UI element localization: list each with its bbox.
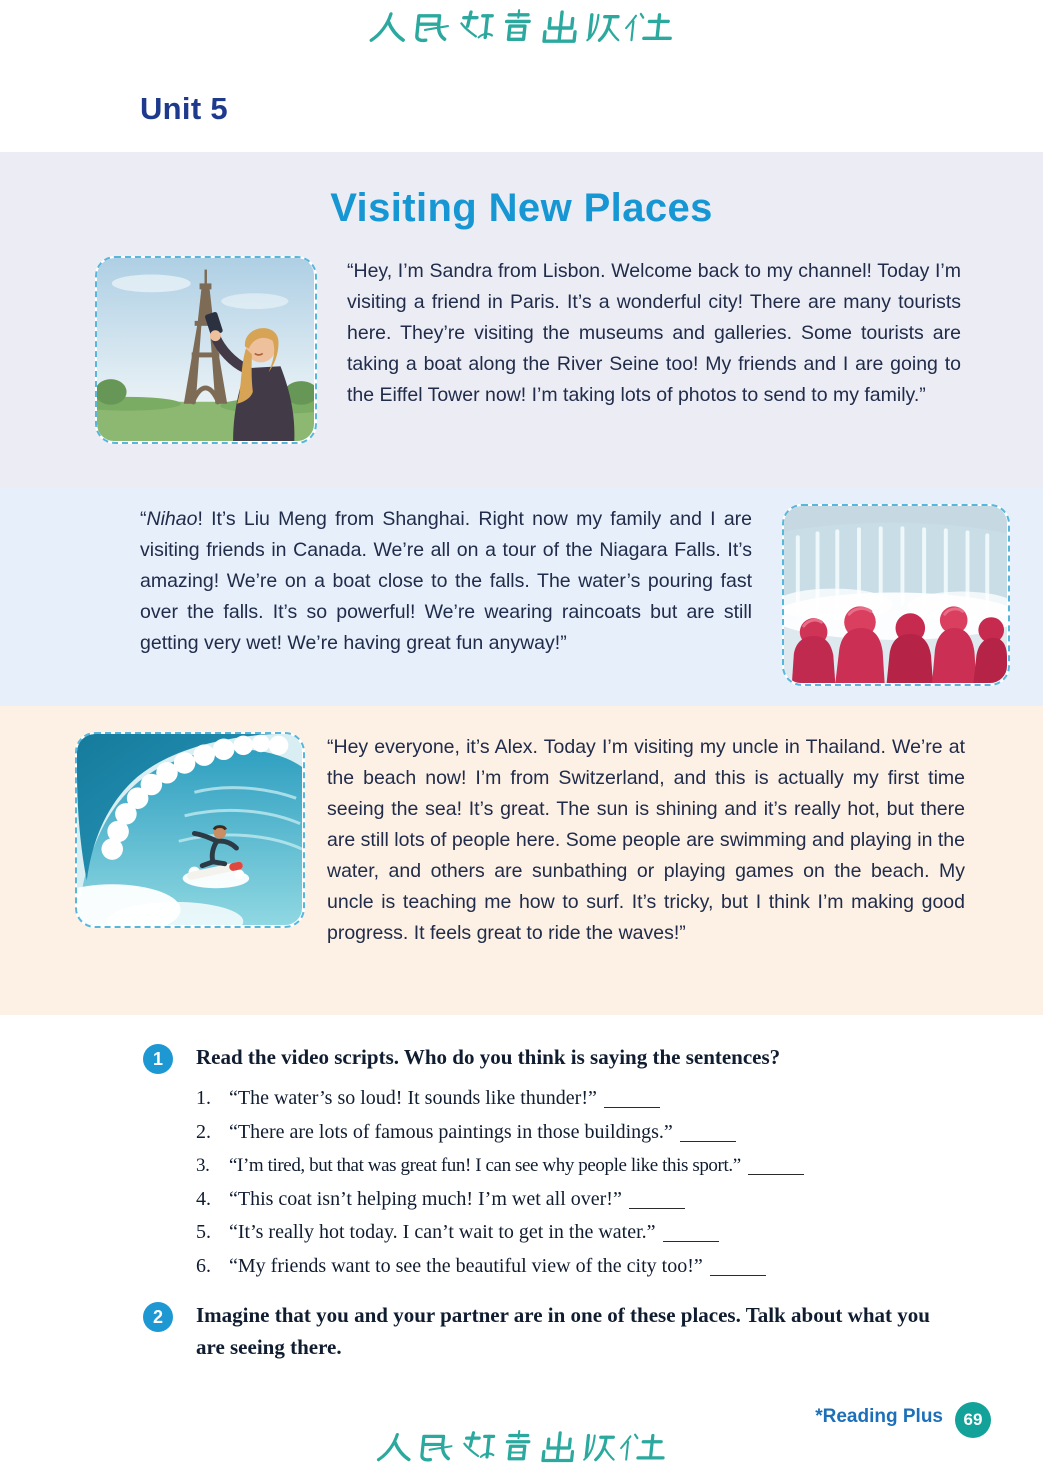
exercise-1-items [196,1082,973,1283]
script-panel-liu-meng [0,488,1043,706]
reading-plus-label: *Reading Plus [815,1406,943,1427]
item-text: “It’s really hot today. I can’t wait to get in the water.” [229,1221,656,1243]
exercise-item-3 [196,1149,973,1183]
exercise-item-2 [196,1116,973,1150]
answer-blank [663,1228,719,1242]
item-text: “My friends want to see the beautiful view of the city too!” [229,1254,703,1277]
publisher-logo-icon [367,9,677,47]
publisher-logo-icon [374,1430,669,1466]
item-text: “There are lots of famous paintings in those buildings.” [229,1120,673,1143]
page-title: Visiting New Places [330,186,713,230]
exercise-item-6 [196,1250,973,1284]
answer-blank [680,1128,736,1142]
answer-blank [710,1262,766,1276]
exercise-1-header [143,1041,973,1074]
exercise-item-5 [196,1216,973,1250]
item-text: “This coat isn’t helping much! I’m wet all over!” [229,1187,622,1210]
sandra-script-text: “Hey, I’m Sandra from Lisbon. Welcome back to my channel! Today I’m visiting a friend in Paris. It’s a wonderful city! There are many tourists here. They’re visiting the museums and galleries. Some tourists are taking a boat along the River Seine too! My friends and I are going to the Eiffel Tower now! I’m taking lots of photos to send to my family.” [347,260,961,406]
item-number: 2. [196,1120,211,1143]
niagara-falls-raincoats-photo [782,504,1010,686]
liu-meng-script-text: “Nihao! It’s Liu Meng from Shanghai. Right now my family and I are visiting friends in Canada. We’re all on a tour of the Niagara Falls. It’s amazing! We’re on a boat close to the falls. The water’s pouring fast over the falls. It’s so powerful! We’re wearing raincoats but are still getting very wet! We’re having great fun anyway!” [140,508,752,654]
exercise-2-number-badge: 2 [143,1302,173,1332]
item-text: “The water’s so loud! It sounds like thunder!” [229,1087,597,1109]
exercise-1-number-badge: 1 [143,1044,173,1074]
answer-blank [629,1195,685,1209]
nihao-italic: Nihao [146,508,198,530]
answer-blank [604,1094,660,1108]
script-panel-alex [0,706,1043,1015]
bottom-banner [374,1430,669,1466]
item-number: 6. [196,1254,211,1277]
page-number-badge: 69 [955,1402,991,1438]
eiffel-tower-selfie-photo [95,256,317,444]
exercise-1-prompt: Read the video scripts. Who do you think is saying the sentences? [196,1045,781,1069]
surfer-wave-photo [75,732,305,928]
item-number: 5. [196,1221,211,1243]
alex-script-text: “Hey everyone, it’s Alex. Today I’m visiting my uncle in Thailand. We’re at the beach now! I’m from Switzerland, and this is actually my first time seeing the sea! It’s great. The sun is shining and it’s really hot, but there are still lots of people here. Some people are swimming and playing in the water, and others are sunbathing or playing games on the beach. My uncle is teaching me how to surf. It’s tricky, but I think I’m making good progress. It feels great to ride the waves!” [327,736,965,944]
item-number: 3. [196,1155,210,1176]
item-text: “I’m tired, but that was great fun! I can see why people like this sport.” [229,1155,741,1176]
item-number: 1. [196,1087,211,1109]
answer-blank [748,1161,804,1175]
exercise-item-4 [196,1183,973,1217]
exercise-2-prompt: Imagine that you and your partner are in one of these places. Talk about what you are seeing there. [196,1303,930,1359]
exercise-item-1 [196,1082,973,1116]
unit-label: Unit 5 [140,91,228,126]
exercises-section [143,1041,973,1363]
script-panel-sandra [0,152,1043,488]
exercise-2-header [143,1299,973,1363]
item-number: 4. [196,1187,211,1210]
top-banner [0,0,1043,56]
